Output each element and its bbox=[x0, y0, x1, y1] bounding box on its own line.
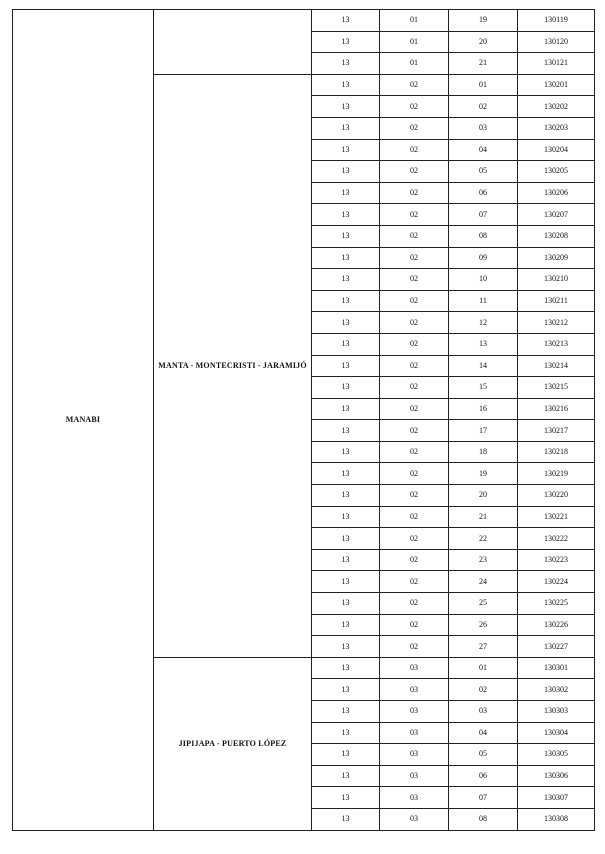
full-code-cell: 130120 bbox=[518, 31, 595, 53]
canton-code-cell: 02 bbox=[380, 485, 449, 507]
full-code-cell: 130209 bbox=[518, 247, 595, 269]
parish-code-cell: 06 bbox=[449, 765, 518, 787]
parish-code-cell: 16 bbox=[449, 398, 518, 420]
canton-code-cell: 02 bbox=[380, 528, 449, 550]
province-code-cell: 13 bbox=[312, 506, 380, 528]
full-code-cell: 130205 bbox=[518, 161, 595, 183]
canton-code-cell: 03 bbox=[380, 657, 449, 679]
full-code-cell: 130204 bbox=[518, 139, 595, 161]
parish-code-cell: 14 bbox=[449, 355, 518, 377]
province-cell: MANABI bbox=[13, 10, 154, 831]
province-code-cell: 13 bbox=[312, 765, 380, 787]
full-code-cell: 130213 bbox=[518, 333, 595, 355]
full-code-cell: 130212 bbox=[518, 312, 595, 334]
province-code-cell: 13 bbox=[312, 679, 380, 701]
province-code-cell: 13 bbox=[312, 571, 380, 593]
province-code-cell: 13 bbox=[312, 377, 380, 399]
full-code-cell: 130222 bbox=[518, 528, 595, 550]
full-code-cell: 130119 bbox=[518, 10, 595, 32]
parish-code-cell: 08 bbox=[449, 225, 518, 247]
province-code-cell: 13 bbox=[312, 398, 380, 420]
full-code-cell: 130206 bbox=[518, 182, 595, 204]
full-code-cell: 130220 bbox=[518, 485, 595, 507]
parish-code-cell: 07 bbox=[449, 204, 518, 226]
province-code-cell: 13 bbox=[312, 204, 380, 226]
full-code-cell: 130216 bbox=[518, 398, 595, 420]
canton-code-cell: 02 bbox=[380, 312, 449, 334]
parish-code-cell: 20 bbox=[449, 485, 518, 507]
parish-code-cell: 01 bbox=[449, 74, 518, 96]
province-code-cell: 13 bbox=[312, 463, 380, 485]
full-code-cell: 130304 bbox=[518, 722, 595, 744]
parish-code-cell: 07 bbox=[449, 787, 518, 809]
parish-code-cell: 22 bbox=[449, 528, 518, 550]
canton-code-cell: 02 bbox=[380, 420, 449, 442]
full-code-cell: 130226 bbox=[518, 614, 595, 636]
full-code-cell: 130121 bbox=[518, 53, 595, 75]
province-code-cell: 13 bbox=[312, 420, 380, 442]
canton-code-cell: 03 bbox=[380, 722, 449, 744]
parish-code-cell: 13 bbox=[449, 333, 518, 355]
parish-code-cell: 25 bbox=[449, 593, 518, 615]
province-code-cell: 13 bbox=[312, 355, 380, 377]
parish-code-cell: 15 bbox=[449, 377, 518, 399]
canton-code-cell: 02 bbox=[380, 139, 449, 161]
province-code-cell: 13 bbox=[312, 74, 380, 96]
canton-code-cell: 02 bbox=[380, 549, 449, 571]
parish-code-cell: 06 bbox=[449, 182, 518, 204]
parish-code-cell: 03 bbox=[449, 701, 518, 723]
canton-code-cell: 03 bbox=[380, 808, 449, 830]
province-code-cell: 13 bbox=[312, 722, 380, 744]
canton-code-cell: 01 bbox=[380, 31, 449, 53]
parish-code-cell: 26 bbox=[449, 614, 518, 636]
canton-code-cell: 02 bbox=[380, 614, 449, 636]
canton-code-cell: 02 bbox=[380, 204, 449, 226]
district-cell: JIPIJAPA - PUERTO LÓPEZ bbox=[154, 657, 312, 830]
province-code-cell: 13 bbox=[312, 441, 380, 463]
canton-code-cell: 03 bbox=[380, 744, 449, 766]
province-code-cell: 13 bbox=[312, 636, 380, 658]
full-code-cell: 130227 bbox=[518, 636, 595, 658]
parish-code-cell: 05 bbox=[449, 161, 518, 183]
canton-code-cell: 02 bbox=[380, 117, 449, 139]
province-code-cell: 13 bbox=[312, 614, 380, 636]
province-code-cell: 13 bbox=[312, 787, 380, 809]
parish-code-cell: 23 bbox=[449, 549, 518, 571]
parish-code-cell: 10 bbox=[449, 269, 518, 291]
parish-code-cell: 04 bbox=[449, 722, 518, 744]
full-code-cell: 130224 bbox=[518, 571, 595, 593]
canton-code-cell: 01 bbox=[380, 10, 449, 32]
canton-code-cell: 02 bbox=[380, 593, 449, 615]
province-code-cell: 13 bbox=[312, 96, 380, 118]
province-code-cell: 13 bbox=[312, 485, 380, 507]
canton-code-cell: 02 bbox=[380, 398, 449, 420]
province-code-cell: 13 bbox=[312, 528, 380, 550]
full-code-cell: 130210 bbox=[518, 269, 595, 291]
province-code-cell: 13 bbox=[312, 290, 380, 312]
parish-code-cell: 02 bbox=[449, 679, 518, 701]
full-code-cell: 130306 bbox=[518, 765, 595, 787]
canton-code-cell: 02 bbox=[380, 182, 449, 204]
district-cell bbox=[154, 10, 312, 75]
province-code-cell: 13 bbox=[312, 333, 380, 355]
table-row bbox=[13, 10, 595, 32]
canton-code-cell: 02 bbox=[380, 571, 449, 593]
parish-code-cell: 09 bbox=[449, 247, 518, 269]
province-code-cell: 13 bbox=[312, 31, 380, 53]
canton-code-cell: 02 bbox=[380, 225, 449, 247]
canton-code-cell: 02 bbox=[380, 161, 449, 183]
parish-code-cell: 27 bbox=[449, 636, 518, 658]
parish-code-cell: 19 bbox=[449, 463, 518, 485]
full-code-cell: 130303 bbox=[518, 701, 595, 723]
parish-code-cell: 12 bbox=[449, 312, 518, 334]
parish-code-cell: 08 bbox=[449, 808, 518, 830]
canton-code-cell: 03 bbox=[380, 701, 449, 723]
canton-code-cell: 03 bbox=[380, 787, 449, 809]
full-code-cell: 130202 bbox=[518, 96, 595, 118]
parish-code-cell: 03 bbox=[449, 117, 518, 139]
province-code-cell: 13 bbox=[312, 701, 380, 723]
province-code-cell: 13 bbox=[312, 744, 380, 766]
full-code-cell: 130214 bbox=[518, 355, 595, 377]
province-code-cell: 13 bbox=[312, 269, 380, 291]
code-table bbox=[12, 9, 595, 831]
province-code-cell: 13 bbox=[312, 139, 380, 161]
full-code-cell: 130218 bbox=[518, 441, 595, 463]
canton-code-cell: 02 bbox=[380, 355, 449, 377]
canton-code-cell: 02 bbox=[380, 441, 449, 463]
province-code-cell: 13 bbox=[312, 593, 380, 615]
canton-code-cell: 03 bbox=[380, 765, 449, 787]
parish-code-cell: 01 bbox=[449, 657, 518, 679]
parish-code-cell: 21 bbox=[449, 53, 518, 75]
full-code-cell: 130211 bbox=[518, 290, 595, 312]
province-code-cell: 13 bbox=[312, 161, 380, 183]
full-code-cell: 130219 bbox=[518, 463, 595, 485]
province-code-cell: 13 bbox=[312, 312, 380, 334]
full-code-cell: 130305 bbox=[518, 744, 595, 766]
province-code-cell: 13 bbox=[312, 549, 380, 571]
full-code-cell: 130308 bbox=[518, 808, 595, 830]
full-code-cell: 130221 bbox=[518, 506, 595, 528]
canton-code-cell: 02 bbox=[380, 377, 449, 399]
full-code-cell: 130302 bbox=[518, 679, 595, 701]
parish-code-cell: 21 bbox=[449, 506, 518, 528]
canton-code-cell: 02 bbox=[380, 247, 449, 269]
province-code-cell: 13 bbox=[312, 247, 380, 269]
parish-code-cell: 11 bbox=[449, 290, 518, 312]
district-cell: MANTA - MONTECRISTI - JARAMIJÓ bbox=[154, 74, 312, 657]
canton-code-cell: 02 bbox=[380, 269, 449, 291]
parish-code-cell: 20 bbox=[449, 31, 518, 53]
canton-code-cell: 02 bbox=[380, 463, 449, 485]
parish-code-cell: 04 bbox=[449, 139, 518, 161]
parish-code-cell: 19 bbox=[449, 10, 518, 32]
parish-code-cell: 24 bbox=[449, 571, 518, 593]
parish-code-cell: 02 bbox=[449, 96, 518, 118]
canton-code-cell: 02 bbox=[380, 506, 449, 528]
canton-code-cell: 02 bbox=[380, 96, 449, 118]
full-code-cell: 130223 bbox=[518, 549, 595, 571]
canton-code-cell: 02 bbox=[380, 636, 449, 658]
province-code-cell: 13 bbox=[312, 10, 380, 32]
parish-code-cell: 05 bbox=[449, 744, 518, 766]
province-code-cell: 13 bbox=[312, 657, 380, 679]
full-code-cell: 130208 bbox=[518, 225, 595, 247]
full-code-cell: 130217 bbox=[518, 420, 595, 442]
full-code-cell: 130207 bbox=[518, 204, 595, 226]
canton-code-cell: 02 bbox=[380, 333, 449, 355]
full-code-cell: 130215 bbox=[518, 377, 595, 399]
full-code-cell: 130203 bbox=[518, 117, 595, 139]
province-code-cell: 13 bbox=[312, 182, 380, 204]
province-code-cell: 13 bbox=[312, 117, 380, 139]
parish-code-cell: 18 bbox=[449, 441, 518, 463]
canton-code-cell: 02 bbox=[380, 74, 449, 96]
province-code-cell: 13 bbox=[312, 53, 380, 75]
full-code-cell: 130201 bbox=[518, 74, 595, 96]
canton-code-cell: 03 bbox=[380, 679, 449, 701]
parish-code-cell: 17 bbox=[449, 420, 518, 442]
full-code-cell: 130225 bbox=[518, 593, 595, 615]
full-code-cell: 130307 bbox=[518, 787, 595, 809]
canton-code-cell: 01 bbox=[380, 53, 449, 75]
province-code-cell: 13 bbox=[312, 225, 380, 247]
full-code-cell: 130301 bbox=[518, 657, 595, 679]
province-code-cell: 13 bbox=[312, 808, 380, 830]
canton-code-cell: 02 bbox=[380, 290, 449, 312]
